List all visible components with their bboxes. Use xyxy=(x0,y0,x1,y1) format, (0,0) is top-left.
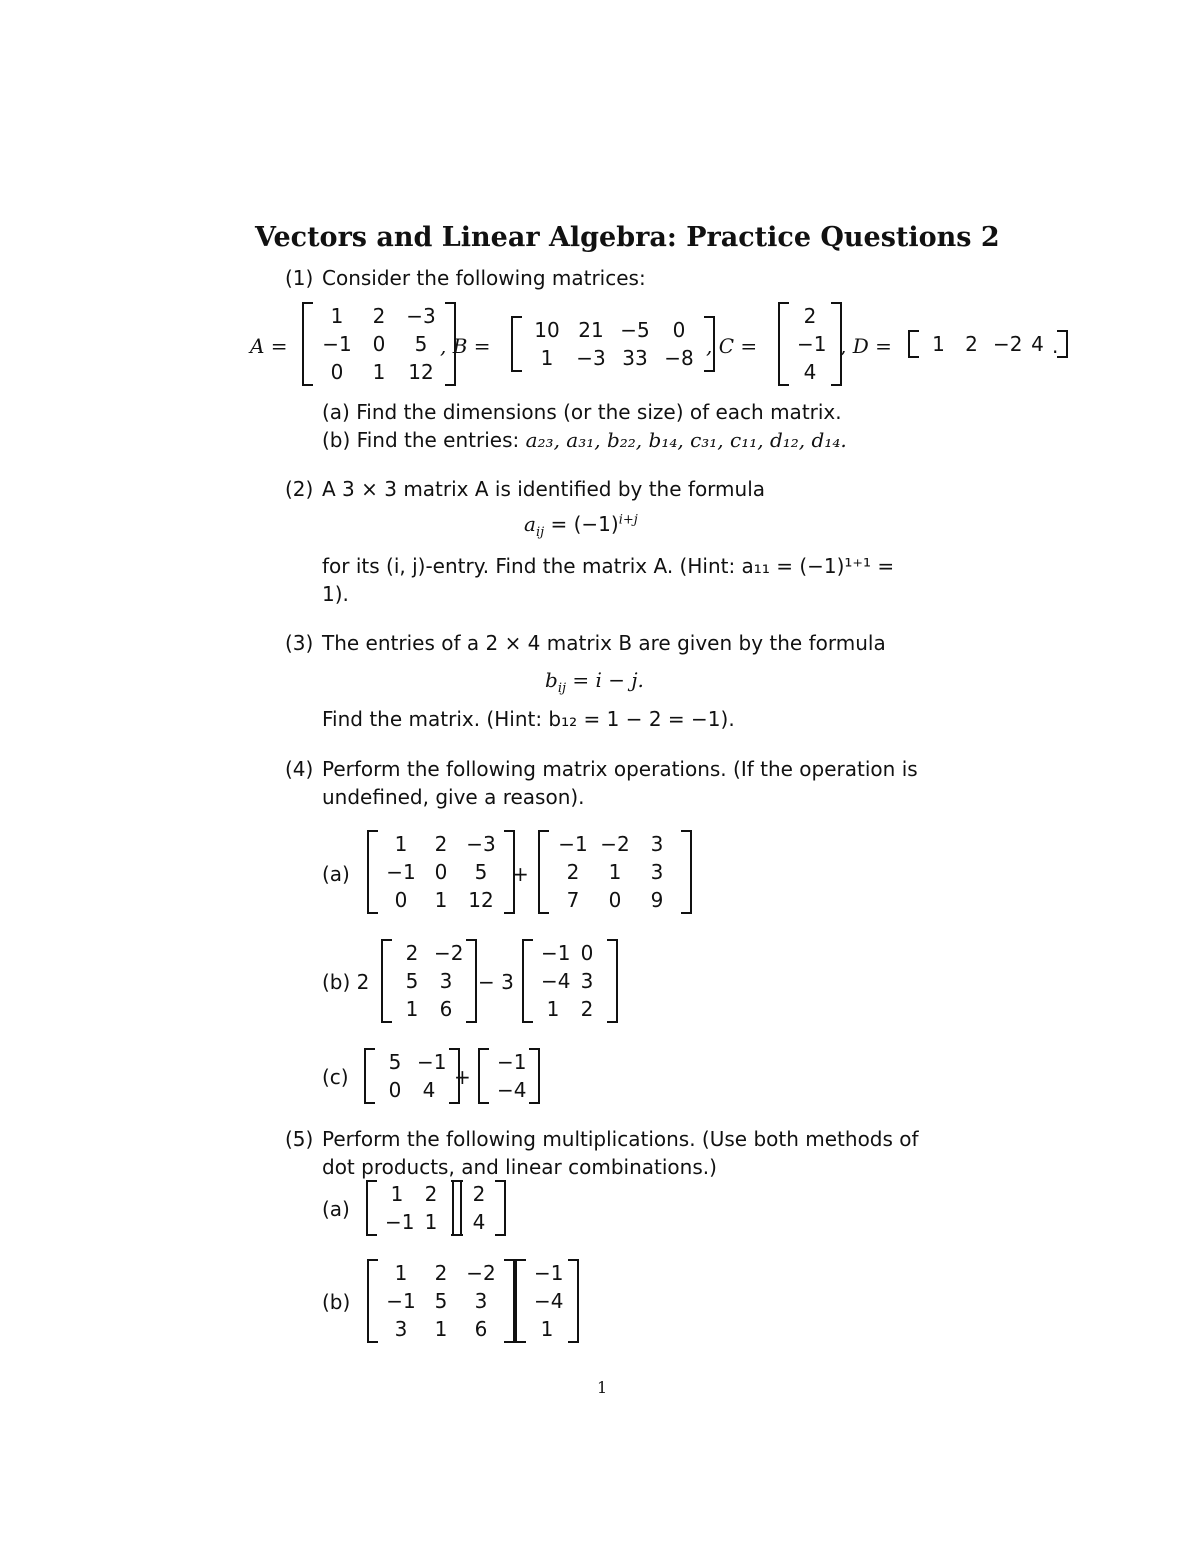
q4-line1: Perform the following matrix operations. (If the operation is xyxy=(322,757,918,781)
q1-number: (1) xyxy=(285,266,314,290)
q4c-matrix-1-left-bracket xyxy=(364,1048,375,1104)
q4a-matrix-1-cell: 0 xyxy=(394,888,408,912)
matrix-b-cell: 0 xyxy=(672,318,686,342)
q4a-matrix-2-cell: −2 xyxy=(600,832,630,856)
matrix-c-cell: 2 xyxy=(803,304,817,328)
q5b-matrix-1-cell: 1 xyxy=(434,1317,448,1341)
matrix-d-left-bracket xyxy=(908,330,919,358)
q4a-matrix-2-cell: 3 xyxy=(650,832,664,856)
q5b-matrix-2-right-bracket xyxy=(568,1259,579,1343)
q2-formula-var: a xyxy=(524,512,536,536)
q4c-matrix-1 xyxy=(364,1048,460,1104)
q4b-matrix-1-cell: 3 xyxy=(439,969,453,993)
q4a-matrix-2 xyxy=(538,830,692,914)
q4a-matrix-2-left-bracket xyxy=(538,830,549,914)
matrix-a-cell: 0 xyxy=(372,332,386,356)
q5a-matrix-1-cell: 2 xyxy=(424,1182,438,1206)
q5a-matrix-2 xyxy=(452,1180,506,1236)
matrix-a-cell: 1 xyxy=(330,304,344,328)
q2-text: A 3 × 3 matrix A is identified by the formula xyxy=(322,477,766,501)
q2-number: (2) xyxy=(285,477,314,501)
q4a-matrix-1 xyxy=(367,830,515,914)
matrix-a-cell: 0 xyxy=(330,360,344,384)
q5a-matrix-1-cell: −1 xyxy=(385,1210,415,1234)
q4a-matrix-1-cell: −3 xyxy=(466,832,496,856)
q4c-matrix-2-left-bracket xyxy=(478,1048,489,1104)
q2-line3: 1). xyxy=(322,582,349,606)
matrix-a xyxy=(302,302,456,386)
q4a-matrix-2-cell: 3 xyxy=(650,860,664,884)
matrix-b-cell: −5 xyxy=(620,318,650,342)
q5b-matrix-1-right-bracket xyxy=(504,1259,515,1343)
q4-number: (4) xyxy=(285,757,314,781)
q4a-label: (a) xyxy=(322,862,350,886)
q4b-label: (b) 2 xyxy=(322,970,370,994)
q4b-matrix-2-left-bracket xyxy=(522,939,533,1023)
q4b-matrix-2-cell: −1 xyxy=(541,941,571,965)
q4a-matrix-2-cell: 0 xyxy=(608,888,622,912)
matrix-d xyxy=(908,330,1068,358)
matrix-b-cell: 1 xyxy=(540,346,554,370)
q4c-label: (c) xyxy=(322,1065,349,1089)
q4b-matrix-2 xyxy=(522,939,618,1023)
q4c-matrix-2 xyxy=(478,1048,540,1104)
q4c-matrix-1-cell: 4 xyxy=(422,1078,436,1102)
matrix-b-cell: −3 xyxy=(576,346,606,370)
q5b-matrix-1-cell: 5 xyxy=(434,1289,448,1313)
q5b-matrix-1-cell: 3 xyxy=(474,1289,488,1313)
q5b-matrix-2-left-bracket xyxy=(515,1259,526,1343)
q5b-matrix-1-cell: −2 xyxy=(466,1261,496,1285)
q5a-matrix-2-cell: 2 xyxy=(472,1182,486,1206)
q3-formula-sub: ij xyxy=(557,681,567,696)
q4a-matrix-2-right-bracket xyxy=(681,830,692,914)
q3-line2: Find the matrix. (Hint: b₁₂ = 1 − 2 = −1). xyxy=(322,707,735,731)
q4c-matrix-2-cell: −4 xyxy=(497,1078,527,1102)
matrix-c-left-bracket xyxy=(778,302,789,386)
q4b-matrix-1-cell: 1 xyxy=(405,997,419,1021)
q4b-matrix-2-cell: 1 xyxy=(546,997,560,1021)
q5b-matrix-1-cell: 2 xyxy=(434,1261,448,1285)
q5b-matrix-1-left-bracket xyxy=(367,1259,378,1343)
q3-number: (3) xyxy=(285,631,314,655)
q4c-matrix-1-cell: 0 xyxy=(388,1078,402,1102)
q5b-matrix-1-cell: −1 xyxy=(386,1289,416,1313)
matrix-a-cell: −3 xyxy=(406,304,436,328)
q5b-matrix-2 xyxy=(515,1259,579,1343)
q3-formula-var: b xyxy=(545,668,558,692)
q4a-matrix-2-cell: 9 xyxy=(650,888,664,912)
matrix-a-left-bracket xyxy=(302,302,313,386)
q4b-matrix-1-left-bracket xyxy=(381,939,392,1023)
q5b-label: (b) xyxy=(322,1290,351,1314)
matrix-d-cell: 1 xyxy=(932,332,945,356)
matrix-c-cell: 4 xyxy=(803,360,817,384)
q4b-matrix-1-cell: 2 xyxy=(405,941,419,965)
q5b-matrix-1-cell: 6 xyxy=(474,1317,488,1341)
q5a-label: (a) xyxy=(322,1197,350,1221)
q5a-matrix-2-cell: 4 xyxy=(472,1210,486,1234)
q4-line2: undefined, give a reason). xyxy=(322,785,585,809)
q4a-matrix-2-cell: 1 xyxy=(608,860,622,884)
q2-line2: for its (i, j)-entry. Find the matrix A. (Hint: a₁₁ = (−1)¹⁺¹ = xyxy=(322,554,895,578)
matrix-a-cell: 2 xyxy=(372,304,386,328)
q2-formula-sub: ij xyxy=(535,525,545,540)
q4a-matrix-2-cell: −1 xyxy=(558,832,588,856)
q4a-matrix-1-cell: −1 xyxy=(386,860,416,884)
q5-line1: Perform the following multiplications. (Use both methods of xyxy=(322,1127,919,1151)
matrix-d-cell: −2 xyxy=(993,332,1023,356)
q4c-matrix-2-right-bracket xyxy=(529,1048,540,1104)
q4a-matrix-1-left-bracket xyxy=(367,830,378,914)
q1-part-a: (a) Find the dimensions (or the size) of each matrix. xyxy=(322,400,842,424)
matrix-b-cell: 10 xyxy=(534,318,560,342)
q3-formula-rhs: = i − j. xyxy=(566,668,644,692)
q4b-matrix-1-right-bracket xyxy=(466,939,477,1023)
q1-part-b-entries: a₂₃, a₃₁, b₂₂, b₁₄, c₃₁, c₁₁, d₁₂, d₁₄. xyxy=(525,428,847,452)
q4b-operator: − 3 xyxy=(478,970,514,994)
matrix-b xyxy=(511,316,715,372)
q1-part-b xyxy=(322,428,847,452)
matrix-c-label: , C = xyxy=(706,334,758,358)
q4a-matrix-2-cell: 2 xyxy=(566,860,580,884)
q5a-matrix-2-left-bracket xyxy=(452,1180,463,1236)
q4c-matrix-2-cell: −1 xyxy=(497,1050,527,1074)
q4b-matrix-2-right-bracket xyxy=(607,939,618,1023)
matrix-b-cell: 21 xyxy=(578,318,604,342)
q4c-matrix-1-cell: 5 xyxy=(388,1050,402,1074)
q5b-matrix-1 xyxy=(367,1259,515,1343)
q5b-matrix-2-cell: −4 xyxy=(534,1289,564,1313)
q4a-matrix-1-cell: 1 xyxy=(394,832,408,856)
matrix-a-cell: 5 xyxy=(414,332,428,356)
q4c-matrix-1-cell: −1 xyxy=(417,1050,447,1074)
q4a-matrix-1-cell: 2 xyxy=(434,832,448,856)
q4b-matrix-2-cell: 2 xyxy=(580,997,594,1021)
q5a-matrix-1-cell: 1 xyxy=(424,1210,438,1234)
page-number: 1 xyxy=(597,1378,608,1397)
matrix-b-cell: 33 xyxy=(622,346,648,370)
matrix-b-cell: −8 xyxy=(664,346,694,370)
matrix-d-end: . xyxy=(1052,334,1059,358)
matrix-d-right-bracket xyxy=(1057,330,1068,358)
q5-line2: dot products, and linear combinations.) xyxy=(322,1155,717,1179)
matrix-d-cell: 4 xyxy=(1031,332,1044,356)
matrix-a-cell: 1 xyxy=(372,360,386,384)
q4a-matrix-1-cell: 5 xyxy=(474,860,488,884)
matrix-b-left-bracket xyxy=(511,316,522,372)
q4a-operator: + xyxy=(512,862,529,886)
matrix-a-cell: −1 xyxy=(322,332,352,356)
q5b-matrix-2-cell: −1 xyxy=(534,1261,564,1285)
q3-formula xyxy=(545,668,644,696)
q4a-matrix-2-cell: 7 xyxy=(566,888,580,912)
matrix-d-label: , D = xyxy=(840,334,892,358)
q5a-matrix-1-cell: 1 xyxy=(390,1182,404,1206)
page-title: Vectors and Linear Algebra: Practice Questions 2 xyxy=(255,222,1000,253)
q4a-matrix-1-cell: 12 xyxy=(468,888,494,912)
q2-formula xyxy=(524,512,638,540)
q4a-matrix-1-cell: 1 xyxy=(434,888,448,912)
matrix-d-cell: 2 xyxy=(965,332,978,356)
q4b-matrix-2-cell: 0 xyxy=(580,941,594,965)
q5a-matrix-1 xyxy=(366,1180,462,1236)
q5b-matrix-1-cell: 1 xyxy=(394,1261,408,1285)
q5a-matrix-2-right-bracket xyxy=(495,1180,506,1236)
q4b-matrix-2-cell: −4 xyxy=(541,969,571,993)
matrix-a-label: A = xyxy=(250,334,288,358)
matrix-c-cell: −1 xyxy=(797,332,827,356)
q4b-matrix-2-cell: 3 xyxy=(580,969,594,993)
q4b-matrix-1 xyxy=(381,939,477,1023)
q4c-operator: + xyxy=(454,1065,471,1089)
q4b-matrix-1-cell: 6 xyxy=(439,997,453,1021)
matrix-b-label: , B = xyxy=(440,334,491,358)
q4a-matrix-1-cell: 0 xyxy=(434,860,448,884)
matrix-a-cell: 12 xyxy=(408,360,434,384)
q5b-matrix-2-cell: 1 xyxy=(540,1317,554,1341)
q4b-matrix-1-cell: −2 xyxy=(434,941,464,965)
q5a-matrix-1-left-bracket xyxy=(366,1180,377,1236)
q1-part-b-prefix: (b) Find the entries: xyxy=(322,428,520,452)
q1-text: Consider the following matrices: xyxy=(322,266,646,290)
q5-number: (5) xyxy=(285,1127,314,1151)
matrix-c xyxy=(778,302,842,386)
q4b-matrix-1-cell: 5 xyxy=(405,969,419,993)
q5b-matrix-1-cell: 3 xyxy=(394,1317,408,1341)
q3-text: The entries of a 2 × 4 matrix B are given by the formula xyxy=(322,631,886,655)
q2-formula-sup: i+j xyxy=(618,512,638,528)
q2-formula-rhs: = (−1) xyxy=(544,512,619,536)
